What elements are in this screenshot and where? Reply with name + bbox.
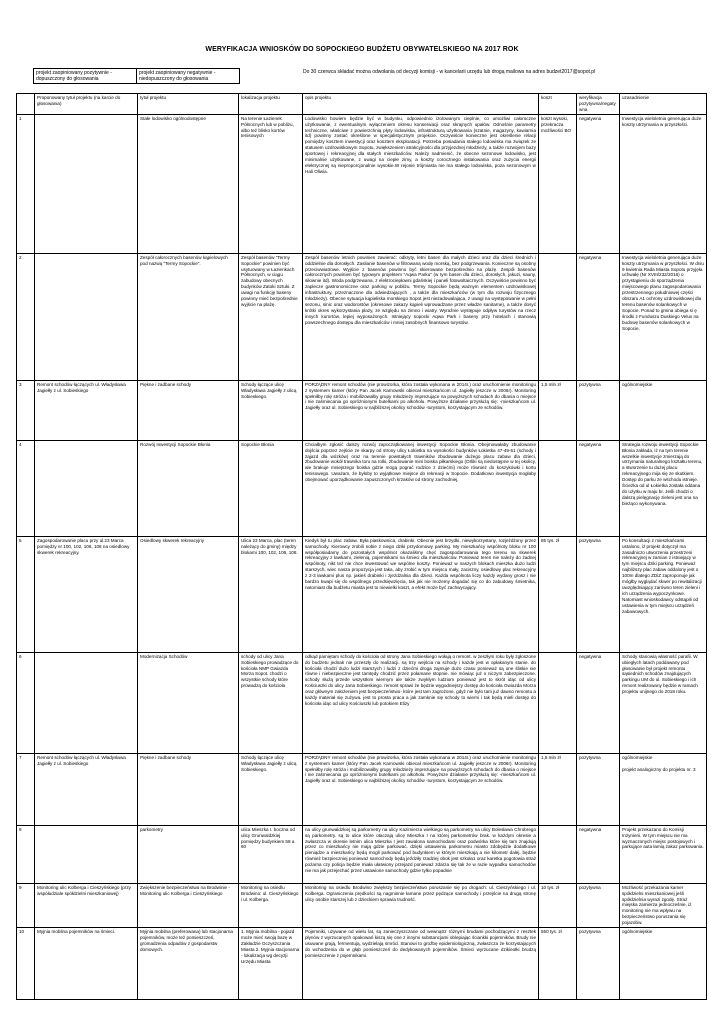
table-row <box>17 440 707 536</box>
header-location: lokalizacja projektu <box>239 94 303 115</box>
project-cost: 550 tys. zł <box>539 928 577 1000</box>
table-row <box>17 825 707 883</box>
project-title: Piękne i zadbane schody <box>138 380 239 440</box>
table-row <box>17 114 707 253</box>
header-reason: uzasadnienie <box>620 94 707 115</box>
project-title: Modernizacja Schodów <box>138 652 239 753</box>
project-title: Osiedlowy skwerek rekreacyjny <box>138 536 239 652</box>
header-verdict: weryfikacja pozytywna/negatywna <box>577 94 620 115</box>
table-row <box>17 380 707 440</box>
row-number: 4 <box>17 440 35 536</box>
project-location: Schody łączące ulicę Władysława Jagiełły z ulicą Sobieskiego. <box>239 753 303 825</box>
table-row <box>17 928 707 1000</box>
project-location: Ulica 23 Marca, plac (teren należący do gminy) między blokami 100, 102, 106, 108. <box>239 536 303 652</box>
row-number: 3 <box>17 380 35 440</box>
project-cost <box>539 253 577 380</box>
justification: Projekt przekazano do Komisji Inżynierii. W tym miejscu nie ma wyznaczonych miejsc postojowych i parkujące auta łamią zakaz parkowania. <box>620 825 707 883</box>
project-cost: 1,5 mln zł <box>539 380 577 440</box>
verification-result: negatywna <box>577 114 620 253</box>
verification-result: negatywna <box>577 652 620 753</box>
verification-result: negatywna <box>577 253 620 380</box>
proposed-title <box>35 253 138 380</box>
justification: ogólnomiejskie <box>620 928 707 1000</box>
project-description: Monitoring na osiedlu Brodwino zwiększy bezpieczeństwo poruszanie się po drogach: ul. Cieszyńskiego i ul. Kolberga. Ograniczenia prędkości są nagminnie łamane przez pędzące samochody i przejście na drugą stronę ulicy osobie starszej lub z dzieckiem sprawia trudność. <box>303 883 539 927</box>
project-title: Myjnia mobilna (preferowana) lub stacjonarna pojemników, może też pomieszczeń, gromadzenia odpadów z gospodarstw domowych. <box>138 928 239 1000</box>
row-number: 2 <box>17 253 35 380</box>
header-cost: koszt <box>539 94 577 115</box>
project-description: PORZĄDNY remont schodów (nie prowizorka, która została wykonana w 2014r.) oraz uruchomienie monitoringu z systemem kamer (który Pan Jacek Karnowski obiecał mieszkańcom ul. Jagiełły jeszcze w 2006r). Monitoring spełniłby rolę stróża i mobilizowałby grupy młodzieży imprezujące na powyższych schodach do dbania o miejsce i nie zaśmiecania go opróżnionymi butelkami po alkoholu. Powyższe działanie przysłużą się: -mieszkańcom ul. Jagiełły oraz ul. Sobieskiego w najbliższej okolicy schodów -turystom, korzystającym ze schodów. <box>303 380 539 440</box>
proposed-title <box>35 825 138 883</box>
project-location: 1. Myjnia mobilna - pojazd może mieć swoją bazę w Zakładzie Oczyszczania Miasta 2. Myjnia stacjonarna - lokalizacja wg decyzji Urzędu Miasta <box>239 928 303 1000</box>
row-number: 8 <box>17 825 35 883</box>
project-title: Stałe lodowisko ogólnodostępne <box>138 114 239 253</box>
table-header <box>17 94 707 115</box>
project-location: schody od ulicy Jana Sobieskiego prowadzące do kościoła NMP Gwiazda Morza Sopot. chodzi o wszystkie schody które prowadzą do kościoła <box>239 652 303 753</box>
header-desc: opis projektu <box>303 94 539 115</box>
header-title: tytuł projektu <box>138 94 239 115</box>
table-row <box>17 753 707 825</box>
verification-result: pozytywna <box>577 928 620 1000</box>
project-cost <box>539 440 577 536</box>
project-title: parkometry <box>138 825 239 883</box>
header-num <box>17 94 35 115</box>
project-cost <box>539 652 577 753</box>
table-row <box>17 883 707 927</box>
table-row <box>17 253 707 380</box>
appeal-note: Do 30 czerwca składać można odwołania od decyzji komisji - w kancelarii urzędu lub drogą mailowa na adres budzet2017@sopot.pl <box>303 69 596 75</box>
project-cost: 1,5 mln zł <box>539 753 577 825</box>
project-description: Lodowisko bowiem będzie być w budynku, odpowiednio izolowanym cieplnie, co umożliwi całoroczne użytkowanie, z ewentualnym wyłączeniem okresu konserwacji oraz skrajnych upałów. Odnośnie parametry techniczne, właściwe z powierzchnią płyty lodowiska, infrastrukturą użytkowania (szatnie, magazyny, kawiarnia itd) powinny zostać określone w specjalistycznym projekcie. Oczywiście konieczne jest określenie relacji pomiędzy kosztem inwestycji oraz kosztem eksploatacji. Potrzeba posiadania stałego lodowiska ma związek ze statusem uzdrowiskowym Sopotu, zwiększeniem atrakcyjności dla przyjezdnej młodzieży, a także rozwojem bazy sportowej i rekreacyjnej dla stałych mieszkańców. Należy nadmienić, że obecne sezonowe lodowisko, jest minimalnie użytkowane, z uwagi na ciepłe zimy, a koszty corocznego instalowania oraz zużycia energii elektrycznej są nieproporcjonalnie wysokie.W rejonie trójmiasta nie ma stałego lodowiska, poza sezonowym w Hali Oliwia. <box>303 114 539 253</box>
legend-negative: projekt zaopiniowany negatywnie - niedopuszczony do głosowania <box>137 69 240 84</box>
proposed-title: Remont schodów łączących ul. Władysława Jagiełły z ul. Sobieskiego <box>35 380 138 440</box>
proposed-title: Zagospodarowanie placu przy ul.23 Marca pomiędzy nr 100, 102, 106, 108 na osiedlowy skwerek rekreacyjny. <box>35 536 138 652</box>
project-title: Rozwój Inwestycji Sopockie Błonia <box>138 440 239 536</box>
table-row <box>17 536 707 652</box>
row-number: 6 <box>17 652 35 753</box>
project-cost: 10 tys. zł <box>539 883 577 927</box>
verification-result: negatywna <box>577 440 620 536</box>
justification: Po konsultacji z mieszkańcami ustalono, iż projekt dotyczył ma zasadniczo utworzenia przestrzeni rekreacyjnej w zamian z istniejący w tym miejscu dziki parking. Ponieważ najbliższy plac zabaw oddalony jest o 100m dlatego ZDiZ zaproponuje jak mógłby wyglądać skwer po rewitalizacji uwzględniający zarówno teren zieleni i ich urządzenia wypoczynkowe. Natomiast wnioskodawcy odstąpili od ustawienia w tym miejscu urządzeń zabawowych. <box>620 536 707 652</box>
verification-result: pozytywna <box>577 536 620 652</box>
project-description: Pojemniki, używane od wielu lat, są zanieczyszczane od wewnątrz różnymi brudami pochodzącymi z resztek płynów z wyrzucanych opakowań kiszą się one z innymi substancjami oblepiając ściankki pojemników. Brudy nie usuwane grają, fermentują, wydzielają smród. Stanowi to groźbę epidemiologiczną, zwłaszcza że korzystających do wchodzenia do w głąb pomieszczeń do dedykowanych pojemników. Śmieci wyrzucane dzikieołki brudzą pomieszczenie z pojemnikami. <box>303 928 539 1000</box>
page-title: WERYFIKACJA WNIOSKÓW DO SOPOCKIEGO BUDŻETU OBYWATELSKIEGO NA 2017 ROK <box>205 46 519 53</box>
project-title: Zwiększenie bezpieczeństwa na Brodwinie -Monitoring ulic Kolberga i Cieszyńskiego <box>138 883 239 927</box>
proposed-title: Remont schodów łączących ul. Władysława Jagiełły z ul. Sobieskiego <box>35 753 138 825</box>
row-number: 7 <box>17 753 35 825</box>
justification: Schody stanowią własność parafii. W ubiegłych latach poddawany pod głosowanie był projekt remontu sąsiednich schodów znajdujących parkingu UM do ul. Sobieskiego i ich remont realizowany będzie w ramach projektu unijnego do 2018 roku. <box>620 652 707 753</box>
project-location: Schody łączące ulicę Władysława Jagiełły z ulicą Sobieskiego. <box>239 380 303 440</box>
proposed-title <box>35 440 138 536</box>
table-row <box>17 652 707 753</box>
project-location: Monitoring na osiedlu Brodwino: ul. Cieszyńskiego i ul. Kolberga. <box>239 883 303 927</box>
verification-result: negatywna <box>577 825 620 883</box>
justification: Strategia rozwoju inwestycji Sopockie Błonia zakłada, iż na tym terenie wszelkie inwestycje zmierzają do utrzymania naturalnego kształtu terenu, a stworzenie tu dużej placu rekreacyjnego mija się ze skutkiem. Dostęp do parku ze wschodu istnieje. Ścieżka od ul Łokietka została oddana do użytku w maju br. Jeśli chodzi o dalszą pielęgnację zieleni jest ona na bieżąco wykonywana. <box>620 440 707 536</box>
legend-positive: projekt zaopiniowany pozytywnie - dopuszczony do głosowania <box>34 69 137 84</box>
project-cost <box>539 825 577 883</box>
justification: Możliwość przekazania kamer spółdzielni mieszkaniowej jeśli spółdzielnia wyrazi zgodę. Straż miejska zamierza jednocześnie, iż monitoring nie ma wpływu na bezpieczeństwo poruszania się pojazdów. <box>620 883 707 927</box>
project-description: Chciałbym zgłosić dalszy rozwój zapoczątkowanej inwestycji Sopockie Błonia. Obejmowałaby zbudowanie dojścia poprzez zejście ze skarpy od strony ulicy Łokietka na wysokości budynków Łokietka 47-49-51 (schody i ząjazd dla wózków) oraz na terenie powstałych trawników zbudowanie dużego placu zabaw dla dzieci, zbudowanie wokół trawnika toru na rolki, zbudowanie mini boiska piłkarskiego (Orliki są niedostępne w tej okolicy, ale brakuje mniejszego boiska gdzie mogą pograć rodzice z dziećmi) może również do koszykówki i kortu tenisowego. Uważam, że byłoby to wyjątkowe miejsce do rekreacji w Sopocie. Dodatkowo inwestycja mogłaby obejmować uporządkowanie zapuszczonych krzaków od strony zachodniej. <box>303 440 539 536</box>
row-number: 5 <box>17 536 35 652</box>
project-location: Sopockie Błonia <box>239 440 303 536</box>
proposed-title <box>35 114 138 253</box>
project-description: na ulicy grunwaldzkiej są parkometry na ulicy Kazimierza wielkiego są parkometry na ulicy Bolesława Chrobrego są parkometry. są to ulice które otaczają ulicę Mieszka I na której parkometrów brak. w każdym okresie a zwłaszcza w okresie letnim ulica Mieszka I jest zawalona samochodami oraz podwórka które się tam znajdują przez co mieszkańcy nie mają gdzie parkować. dzięki ustawieniu parkometru miasto zdobędzie dodatkowe pieniądze a mieszkańcy będą mogli parkować pod budynkiem w którym mieszkają a nie kilometr dalej. będzie również bezpieczniej ponieważ samochody będą jeździły rzadziej obok jest szkoła1 oraz karetka pogotowia straż pożarna czy policja będzie miała ułatwiony przejazd ponieważ zdarza się tak że w razie wypadku samochodów nie ma jak przejechać przez ustawione samochody gdzie tylko popadnie <box>303 825 539 883</box>
proposed-title: Monitoring ulic Kolberga i Cieszyńskiego (przy współudziale spółdzielni mieszkaniowej) <box>35 883 138 927</box>
legend <box>33 68 240 84</box>
verification-table <box>16 93 707 1000</box>
proposed-title <box>35 652 138 753</box>
project-cost: koszt wysoki, przekracza możliwości BO <box>539 114 577 253</box>
proposed-title: Myjnia mobilna pojemników na śmieci. <box>35 928 138 1000</box>
project-description: PORZĄDNY remont schodów (nie prowizorka, która została wykonana w 2014r.) oraz uruchomienie monitoringu z systemem kamer (który Pan Jacek Karnowski obiecał mieszkańcom ul. Jagiełły jeszcze w 2006r). Monitoring spełniłby rolę stróża i mobilizowałby grupy młodzieży imprezujące na powyższych schodach do dbania o miejsce i nie zaśmiecania go opróżnionymi butelkami po alkoholu. Powyższe działanie przysłużą się: -mieszkańcom ul. Jagiełły oraz ul. Sobieskiego w najbliższej okolicy schodów -turystom, korzystającym ze schodów. <box>303 753 539 825</box>
justification: ogólnomiejskie <box>620 380 707 440</box>
header-proposed: Proponowany tytuł projektu (na karcie do głosowania) <box>35 94 138 115</box>
project-description: Kiedyś był tu plac zabaw. Była piaskownica, drabinki. Obecnie jest brzydki, niewykorzystany, rozjeżdżony przez samochody. Kierowcy zrobili sobie z niego dziki przydomowy parking. My mieszkańcy wspólnoty bloku nr 100 współposiadamy do pozostałych wspólnot okazaliśmy chęć zagospodarowania tego terenu na skwerek rekreacyjny z ławkami, zielenią, pojemnikami na śmieci dla mieszkańców. Ponieważ teren nie należy do żadnej wspólnoty, nikt też nie chce inwestować we wspólne koszty. Ponieważ w naszych blokach mieszka dużo ludzi starszych, wiec nasza propozycja jest taka, aby zrobić w tym miejscu mały, zaciszny, osiedlowy plac rekreacyjny z 2-3 ławkami plus np. jakieś drabinki i zjeżdżalnia dla dzieci. Każda wspólnota liczy każdy wydany grosz i nie bardzo kwapi się do wspólnego przedsięwzięcia, tak jak nie możemy dogadać się co do zabudowy śmietnika, natomiast dla budżetu miasta jest to niewielki koszt, a efekt może być zachwycający. <box>303 536 539 652</box>
project-location: Na terenie Łazienek Północnych lub w pobliżu, albo też blisko kortów tenisowych <box>239 114 303 253</box>
row-number: 1 <box>17 114 35 253</box>
project-description: Zespół basenów letnich powinien zawierać: odkryty, letni basen dla małych dzieci oraz dla dzieci średnich i oddzielnie dla dorosłych. Zasilanie basenów w filtrowaną wodę morską, bez podgrzewania. Konieczne są osobny przeciwwiatrowe. Wyjście z basenów powinno być skierowane bezpośrednio na plażę. Zespół basenów całorocznych powinien być typowym projektem "Aqwa Parku" (w tym basen dla dzieci, dorosłych, jakuzi, sauny, siłownie itd). Woda podgrzewana, z elektrociepłowni gdańskiej i paneli fotowoltaicznych. Oczywiście powinno być zaplecze gastronomiczne oraz parking w pobliżu. Termy Sopockie będą ważnym elementem uzdrowiskowej infrastruktury, przeznaczone dla odwiedzających , a także dla mieszkańców (w tym dla rozwoju fizycznego młodzieży). Obecne sytuacja kąpieliska morskiego Sopot jest niezadowalająca, z uwagi na występowanie w pełni sezonu, sinic oraz wodorostów (okresowe zakazy kąpieli wprowadzane przez władze sanitarne), a także dosyć krótki okres wykorzystania plaży, ze względu na zimno i wiatry. Wyraźnie występuje odpływ turystów na rzecz innych kurortów, lepiej wyposażonych. Istniejący sopocki Aqwa Park i baseny przy hotelach i stanowią powszechnego dostępu dla mieszkańców i mniej zasobnych finansowo turystów. <box>303 253 539 380</box>
justification: Inwestycja wieloletnia generująca duże koszty utrzymania w przyszłości. W dniu 9 kwietnia Rada Miasta Sopotu przyjęła uchwałę (Nr XVIII/232/2016) o przystąpieniu do sporządzenia miejscowego planu zagospodarowania przestrzennego południowej części obszaru A1 ochrony uzdrowiskowej dla terenu basenów solankowych w Sopocie. Ponad to gmina ubiega si ę środki z Funduszu Duskiego Velux na budowę basenów solankowych w Sopocie. <box>620 253 707 380</box>
project-location: Zespół basenów "Termy Sopockie" powinien być usytuowany w Łazienkach Północnych, w ciągu zabudowy obecnych budynków Zatoki Sztuki. Z uwagi na funkcję baseny powinny mieć bezpośrednie wyjście na plażę. <box>239 253 303 380</box>
row-number: 9 <box>17 883 35 927</box>
justification: Inwestycja wieloletnia generująca duże koszty utrzymania w przyszłości. <box>620 114 707 253</box>
project-title: Piękne i zadbane schody <box>138 753 239 825</box>
project-description: odkąd pamiętam schody do kościoła od strony Jana Sobieskiego wołają o remont. w zeszłym roku były zgłoszone do budżetu jednak nie przeszły do realizacji. są trzy wejścia na schody i każde jest w opłakanym stanie. do kościoła chodzi dużo ludzi starszych i ludzi z dziećmi droga zajmuje dużo czasu ponieważ są one śliskie nie równe i niebezpieczne jest tamtędy chodzić przez połamane stopnie. nie mówiąc już o niczym zabezpieczone. schody służą przede wszystkim wiernym ale także zwykłym ludziom ponieważ jest to skrót idąc od ulicy Kościuszki do ulicy Jana Sobieskiego. remont sprawi że będzie wygodniejszy dostęp do kościoła Gwiazda Morza oraz głównym założeniem jest bezpieczeństwo· które jest tam zagrożone, gdyż nie było tam już dawno remontu a każdy materiał się zużywa. jest to prosta praca a jak zamknie się schody to wierni i tak będą mieli dostęp do kościoła idąc od ulicy Kościuszki lub potokiem Elizy <box>303 652 539 753</box>
row-number: 10 <box>17 928 35 1000</box>
verification-result: pozytywna <box>577 380 620 440</box>
verification-result: pozytywna <box>577 753 620 825</box>
verification-result: pozytywna <box>577 883 620 927</box>
project-title: Zespół całorocznych basenów kąpielowych pod nazwą "Termy Sopockie". <box>138 253 239 380</box>
project-location: ulica Mieszka I. boczna od ulicy Grunwaldzkiej pomiędzy budynkiem 58 a 60 <box>239 825 303 883</box>
project-cost: 85 tys. zł <box>539 536 577 652</box>
justification: ogólnomiejskie projekt analogiczny do projektu nr. 3 <box>620 753 707 825</box>
